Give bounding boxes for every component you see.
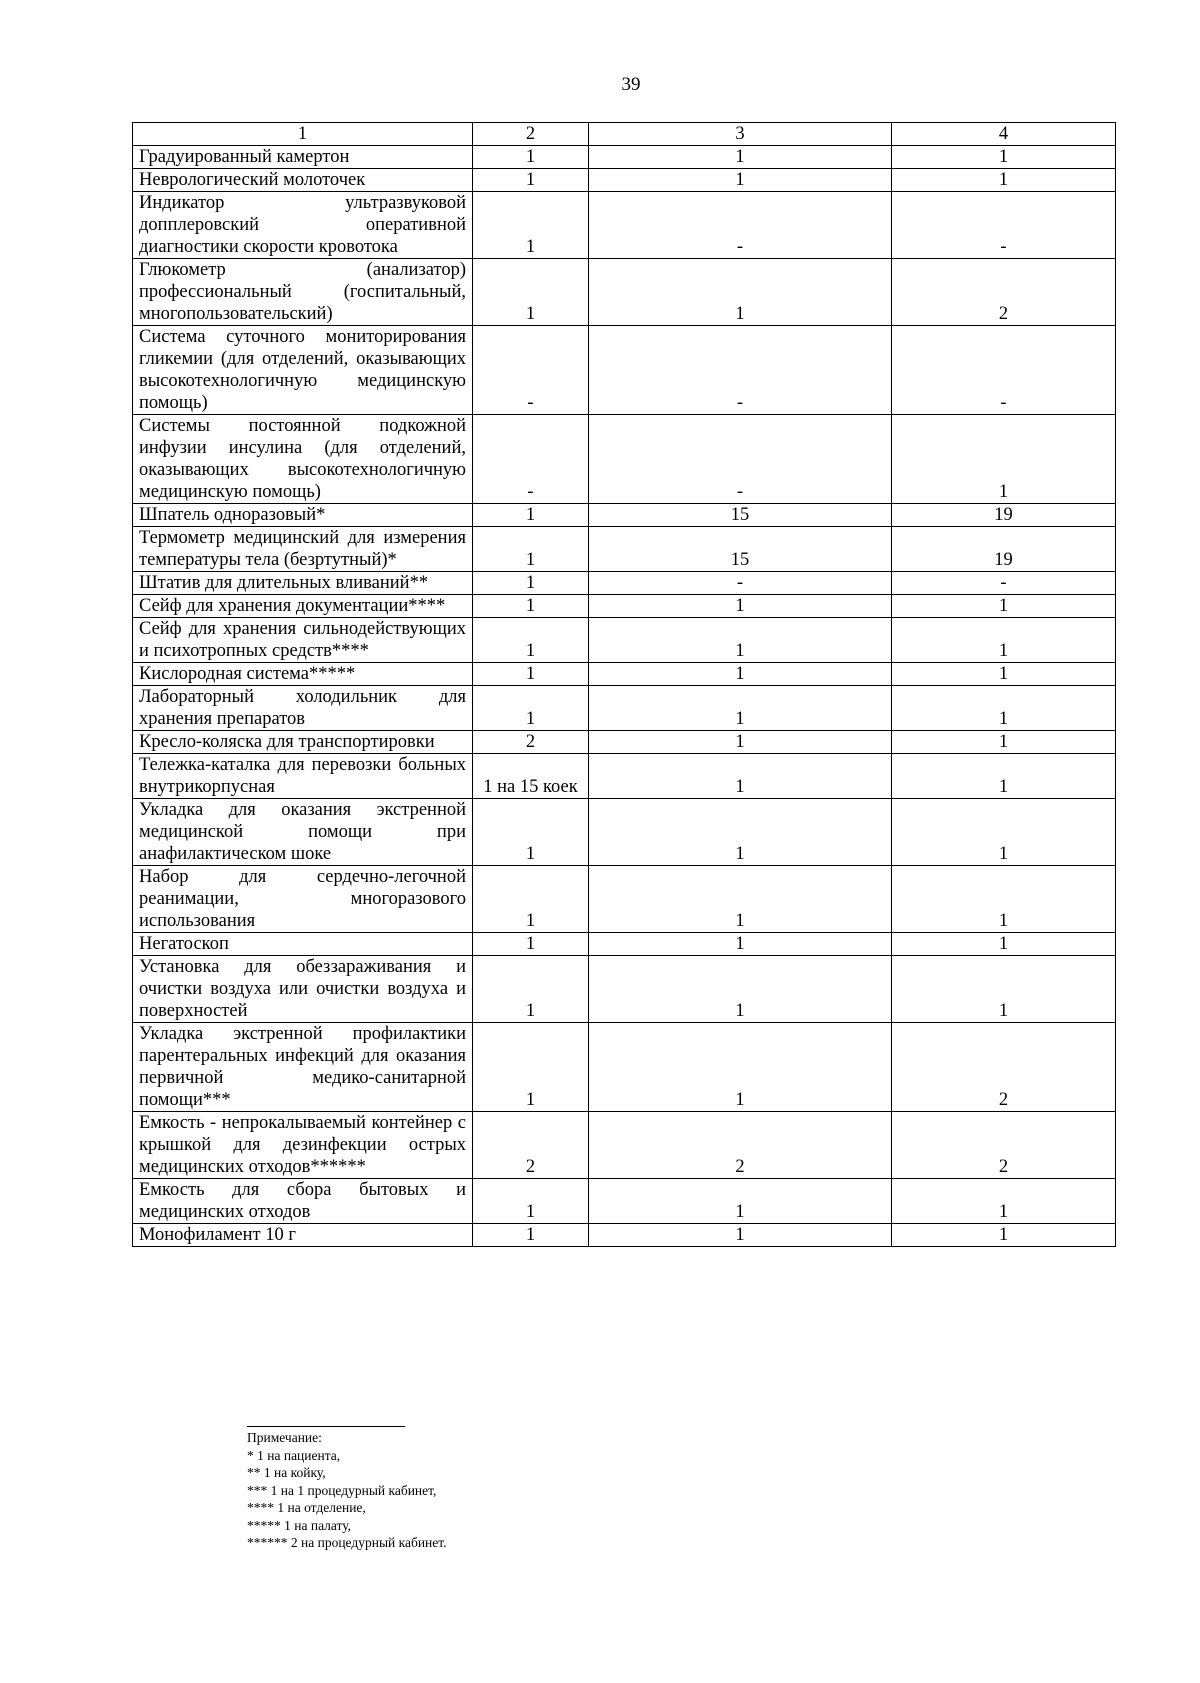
quantity-col-4: 1 — [892, 595, 1116, 618]
footnotes-title: Примечание: — [247, 1430, 322, 1445]
quantity-col-4: - — [892, 572, 1116, 595]
quantity-col-4: 1 — [892, 1179, 1116, 1224]
table-row — [133, 1112, 1116, 1179]
equipment-name: Укладка для оказания экстренной медицинской помощи при анафилактическом шоке — [133, 799, 473, 866]
equipment-table — [132, 122, 1116, 1247]
table-row — [133, 933, 1116, 956]
equipment-name: Тележка-каталка для перевозки больных внутрикорпусная — [133, 754, 473, 799]
quantity-col-4: 2 — [892, 1023, 1116, 1112]
quantity-col-4: 2 — [892, 1112, 1116, 1179]
table-row — [133, 686, 1116, 731]
quantity-col-3: 1 — [589, 663, 892, 686]
equipment-name: Емкость - непрокалываемый контейнер с крышкой для дезинфекции острых медицинских отходов****** — [133, 1112, 473, 1179]
quantity-col-2: 1 — [473, 192, 589, 259]
quantity-col-2: 1 — [473, 933, 589, 956]
table-row — [133, 754, 1116, 799]
table-row — [133, 956, 1116, 1023]
quantity-col-3: 1 — [589, 866, 892, 933]
quantity-col-3: - — [589, 192, 892, 259]
footnote-item: ** 1 на койку, — [247, 1465, 326, 1480]
table-row — [133, 572, 1116, 595]
equipment-name: Неврологический молоточек — [133, 169, 473, 192]
quantity-col-2: 2 — [473, 1112, 589, 1179]
quantity-col-3: 15 — [589, 527, 892, 572]
table-row — [133, 663, 1116, 686]
quantity-col-2: 1 — [473, 1224, 589, 1247]
equipment-name: Негатоскоп — [133, 933, 473, 956]
equipment-name: Установка для обеззараживания и очистки воздуха или очистки воздуха и поверхностей — [133, 956, 473, 1023]
quantity-col-2: 1 — [473, 686, 589, 731]
footnote-item: ****** 2 на процедурный кабинет. — [247, 1535, 447, 1550]
footnote-divider — [247, 1426, 405, 1427]
quantity-col-3: 1 — [589, 146, 892, 169]
table-row — [133, 527, 1116, 572]
table-row — [133, 1224, 1116, 1247]
quantity-col-2: 1 — [473, 1023, 589, 1112]
quantity-col-2: 1 — [473, 595, 589, 618]
quantity-col-2: 1 — [473, 956, 589, 1023]
quantity-col-3: 15 — [589, 504, 892, 527]
equipment-name: Сейф для хранения документации**** — [133, 595, 473, 618]
quantity-col-2: - — [473, 415, 589, 504]
quantity-col-3: 1 — [589, 956, 892, 1023]
quantity-col-4: 1 — [892, 169, 1116, 192]
table-row — [133, 799, 1116, 866]
table-row — [133, 259, 1116, 326]
quantity-col-3: 1 — [589, 1023, 892, 1112]
footnote-item: ***** 1 на палату, — [247, 1517, 352, 1533]
quantity-col-4: 1 — [892, 866, 1116, 933]
quantity-col-3: 1 — [589, 169, 892, 192]
quantity-col-4: 1 — [892, 618, 1116, 663]
quantity-col-3: 1 — [589, 259, 892, 326]
quantity-col-4: 1 — [892, 663, 1116, 686]
quantity-col-2: 1 — [473, 663, 589, 686]
quantity-col-2: 1 — [473, 866, 589, 933]
equipment-name: Штатив для длительных вливаний** — [133, 572, 473, 595]
quantity-col-4: 1 — [892, 1224, 1116, 1247]
quantity-col-2: 2 — [473, 731, 589, 754]
quantity-col-2: 1 — [473, 259, 589, 326]
table-row — [133, 595, 1116, 618]
quantity-col-3: 1 — [589, 1179, 892, 1224]
table-row — [133, 618, 1116, 663]
quantity-col-4: 1 — [892, 686, 1116, 731]
quantity-col-4: 1 — [892, 799, 1116, 866]
table-row — [133, 415, 1116, 504]
page-number: 39 — [621, 74, 641, 95]
quantity-col-3: 1 — [589, 731, 892, 754]
table-row — [133, 731, 1116, 754]
equipment-name: Монофиламент 10 г — [133, 1224, 473, 1247]
quantity-col-4: 1 — [892, 956, 1116, 1023]
equipment-name: Термометр медицинский для измерения температуры тела (безртутный)* — [133, 527, 473, 572]
table-row — [133, 504, 1116, 527]
table-row — [133, 1179, 1116, 1224]
table-row — [133, 326, 1116, 415]
column-header: 1 — [133, 123, 473, 146]
equipment-name: Градуированный камертон — [133, 146, 473, 169]
table-header-row — [133, 123, 1116, 146]
equipment-name: Лабораторный холодильник для хранения препаратов — [133, 686, 473, 731]
equipment-name: Системы постоянной подкожной инфузии инсулина (для отделений, оказывающих высокотехнологичную медицинскую помощь) — [133, 415, 473, 504]
quantity-col-2: 1 — [473, 169, 589, 192]
quantity-col-3: 1 — [589, 618, 892, 663]
footnote-item: * 1 на пациента, — [247, 1447, 341, 1463]
equipment-name: Набор для сердечно-легочной реанимации, многоразового использования — [133, 866, 473, 933]
quantity-col-3: - — [589, 326, 892, 415]
quantity-col-2: 1 — [473, 504, 589, 527]
quantity-col-2: 1 — [473, 618, 589, 663]
quantity-col-3: - — [589, 572, 892, 595]
quantity-col-3: 1 — [589, 933, 892, 956]
footnote-item: **** 1 на отделение, — [247, 1500, 366, 1515]
footnotes — [247, 1426, 447, 1552]
quantity-col-3: 1 — [589, 799, 892, 866]
quantity-col-4: 1 — [892, 731, 1116, 754]
quantity-col-3: - — [589, 415, 892, 504]
quantity-col-3: 1 — [589, 686, 892, 731]
quantity-col-4: 1 — [892, 415, 1116, 504]
equipment-name: Кресло-коляска для транспортировки — [133, 731, 473, 754]
quantity-col-2: 1 — [473, 146, 589, 169]
table-row — [133, 169, 1116, 192]
quantity-col-2: 1 — [473, 1179, 589, 1224]
equipment-name: Емкость для сбора бытовых и медицинских отходов — [133, 1179, 473, 1224]
quantity-col-4: 1 — [892, 754, 1116, 799]
equipment-name: Кислородная система***** — [133, 663, 473, 686]
equipment-name: Система суточного мониторирования гликемии (для отделений, оказывающих высокотехнологичную медицинскую помощь) — [133, 326, 473, 415]
quantity-col-4: 19 — [892, 504, 1116, 527]
quantity-col-3: 2 — [589, 1112, 892, 1179]
quantity-col-4: 1 — [892, 933, 1116, 956]
quantity-col-3: 1 — [589, 595, 892, 618]
footnote-item: *** 1 на 1 процедурный кабинет, — [247, 1482, 437, 1498]
column-header: 4 — [892, 123, 1116, 146]
equipment-name: Сейф для хранения сильнодействующих и психотропных средств**** — [133, 618, 473, 663]
quantity-col-4: - — [892, 192, 1116, 259]
table-row — [133, 866, 1116, 933]
quantity-col-4: 2 — [892, 259, 1116, 326]
quantity-col-2: 1 на 15 коек — [473, 754, 589, 799]
table-row — [133, 192, 1116, 259]
quantity-col-4: - — [892, 326, 1116, 415]
table-row — [133, 146, 1116, 169]
equipment-name: Глюкометр (анализатор) профессиональный (госпитальный, многопользовательский) — [133, 259, 473, 326]
quantity-col-3: 1 — [589, 754, 892, 799]
quantity-col-2: 1 — [473, 799, 589, 866]
equipment-name: Шпатель одноразовый* — [133, 504, 473, 527]
quantity-col-4: 19 — [892, 527, 1116, 572]
quantity-col-2: 1 — [473, 572, 589, 595]
equipment-name: Укладка экстренной профилактики парентеральных инфекций для оказания первичной медико-санитарной помощи*** — [133, 1023, 473, 1112]
equipment-name: Индикатор ультразвуковой допплеровский оперативной диагностики скорости кровотока — [133, 192, 473, 259]
column-header: 3 — [589, 123, 892, 146]
quantity-col-3: 1 — [589, 1224, 892, 1247]
quantity-col-2: 1 — [473, 527, 589, 572]
quantity-col-4: 1 — [892, 146, 1116, 169]
column-header: 2 — [473, 123, 589, 146]
table-row — [133, 1023, 1116, 1112]
quantity-col-2: - — [473, 326, 589, 415]
